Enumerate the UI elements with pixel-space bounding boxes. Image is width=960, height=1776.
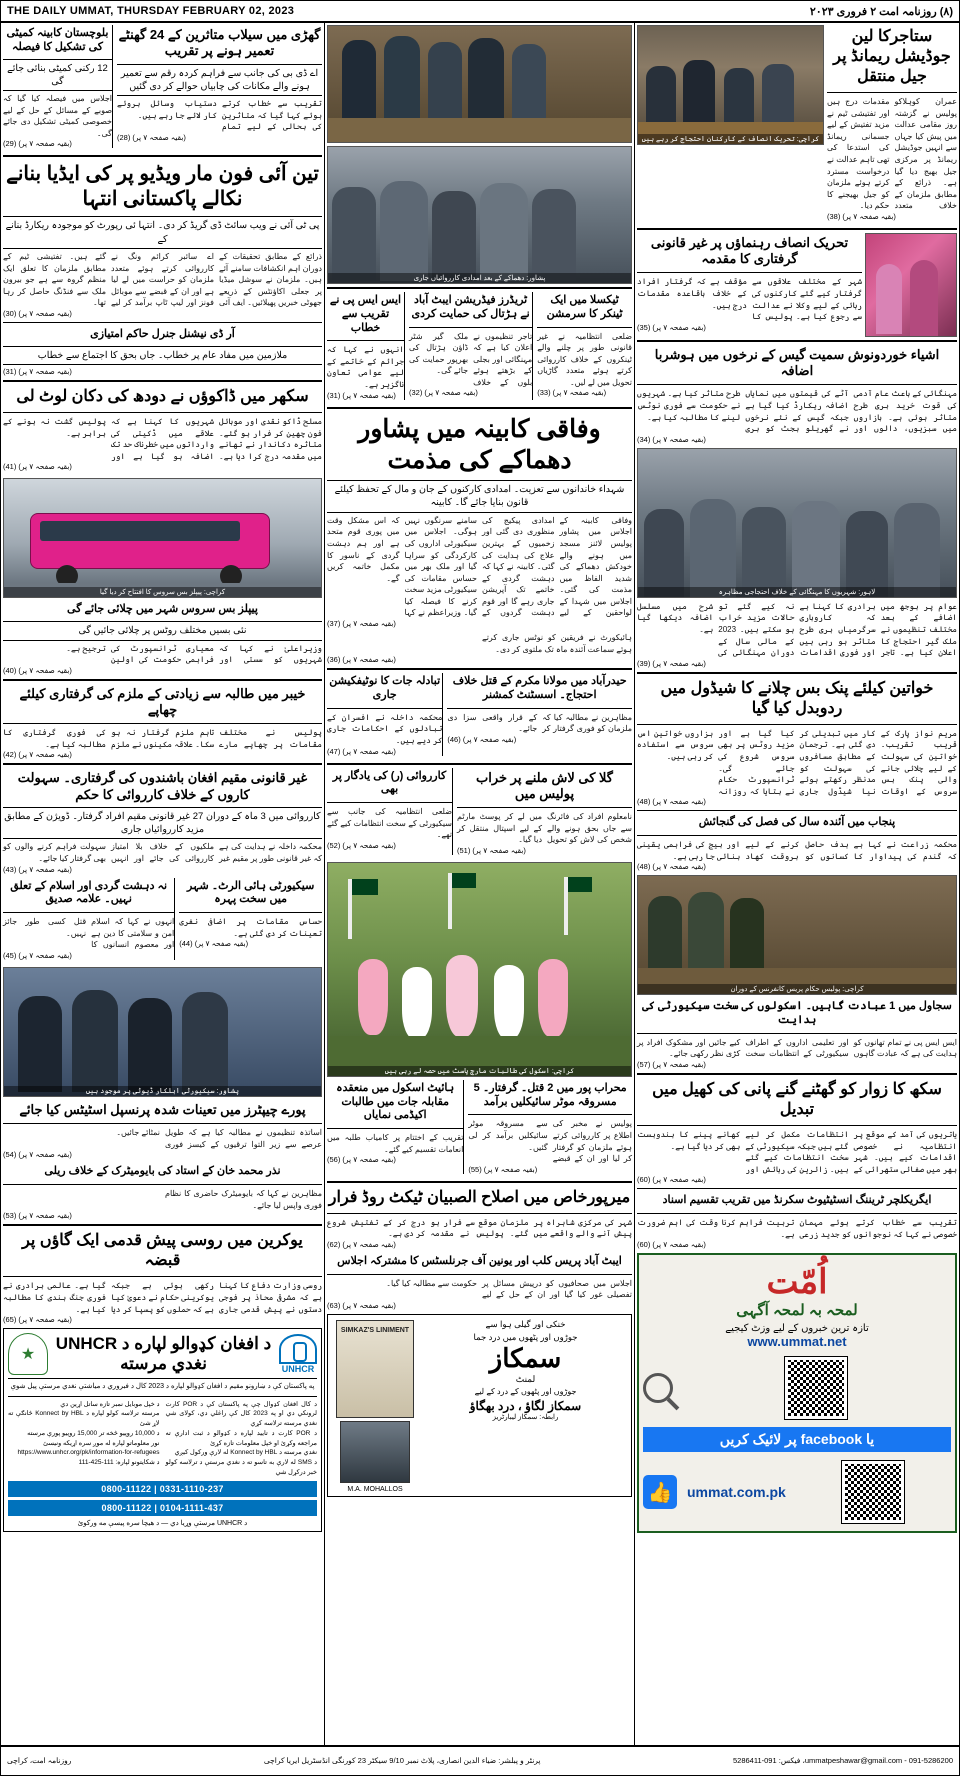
- body-text: مہنگائی کے باعث عام آدمی کی قوت خرید بری طرح متاثر ہوئی ہے۔ بازاروں میں سبزیوں، دالوں اور آٹے کی قیمتوں میں نمایاں اضافہ ریکارڈ کیا گیا ہے جبکہ گیس کے نئے نرخوں نے گھریلو بجٹ کو بری طرح متاثر کیا ہے۔ شہریوں نے حکومت سے فوری نوٹس لینے کا مطالبہ کیا ہے۔: [637, 389, 957, 434]
- article-body-found: [457, 768, 632, 855]
- ad-unhcr-cash-assistance[interactable]: [3, 1328, 322, 1532]
- body-text: یاتریوں کی آمد کے موقع پر انتظامیہ نے خصوصی اقدامات کیے ہیں۔ شہر بھر میں صفائی ستھرائی کے انتظامات مکمل کر لیے گئے ہیں جبکہ سیکیورٹی کے سخت انتظامات کیے گئے ہیں۔ زائرین کی رہائش اور کھانے پینے کا بندوبست بھی کر دیا گیا ہے۔: [637, 1129, 957, 1174]
- footer-center: پرنٹر و پبلشر: ضیاء الدین انصاری، پلاٹ نمبر 9/10 سیکٹر 23 کورنگی انڈسٹریل ایریا کراچی: [263, 1756, 541, 1766]
- simkaz-doctor-name: M.A. MOHALLOS: [347, 1485, 403, 1493]
- body-text: مظاہرین نے کہا کہ بایومیٹرک حاضری کا نظام فوری واپس لیا جائے۔: [165, 1189, 322, 1210]
- photo-pink-event: [865, 233, 957, 337]
- column-left: [1, 23, 324, 1745]
- photo-peoples-bus: [3, 478, 322, 598]
- continuation-ref: (بقیہ صفحہ ۷ پر) (52): [327, 840, 396, 850]
- ad-simkaz-liniment[interactable]: [327, 1314, 632, 1497]
- body-text: محکمہ زراعت نے کہا ہے کہ گندم کی پیداوار کا ہدف حاصل کرنے کے لیے کسانوں کو بروقت کھاد اور بیج کی فراہمی یقینی بنائی جا رہی ہے۔: [637, 840, 957, 861]
- body-text: مظاہرین نے مطالبہ کیا کہ ملزمان کو فوری گرفتار کر کے قرار واقعی سزا دی جائے۔: [447, 712, 632, 734]
- photo-caption: کراچی: پولیس حکام پریس کانفرنس کے دوران: [638, 984, 956, 994]
- headline: خیبر میں طالبہ سے زیادتی کے ملزم کی گرفتاری کیلئے چھاپے: [19, 685, 306, 717]
- masthead: [1, 1, 959, 23]
- facebook-cta[interactable]: [643, 1427, 951, 1452]
- headline: ہائیٹ اسکول میں منعقدہ مقابلہ جات میں طالبات اکیڈمی نمایاں: [336, 1081, 455, 1122]
- page-footer: [1, 1745, 959, 1775]
- article-ssp-address: [327, 292, 405, 400]
- continuation-ref: (بقیہ صفحہ ۷ پر) (48): [637, 797, 706, 807]
- headline: تین آئی فون مار ویڈیو پر کی ایڈیا بنانے نکالے پاکستانی انتہا: [6, 163, 319, 211]
- unhcr-helpline-2[interactable]: 0104-1111-437 | 0800-11122: [8, 1500, 317, 1516]
- simkaz-slogan: سمکاز لگاؤ ، درد بھگاؤ: [469, 1399, 582, 1414]
- headline: سجاول میں 1 عبادت گاہیں۔ اسکولوں کی سخت سیکیورٹی کی ہدایت: [642, 1000, 952, 1027]
- article-federal-cabinet-condemn: [327, 412, 632, 628]
- article-security-alert: [179, 878, 322, 960]
- magnifier-icon: [643, 1373, 673, 1403]
- article-principal-status: [3, 1100, 322, 1159]
- body-text: ہائیکورٹ نے فریقین کو نوٹس جاری کرتے ہوئے سماعت آئندہ ماہ تک ملتوی کر دی۔: [482, 633, 632, 654]
- headline: آر ڈی نیشنل جنرل حاکم امتیازی: [90, 328, 235, 341]
- unhcr-helpline-1[interactable]: 0331-1110-237 | 0800-11122: [8, 1481, 317, 1497]
- article-biometric-rally: [3, 1163, 322, 1220]
- simkaz-pack-label: SIMKAZ'S LINIMENT: [340, 1326, 410, 1334]
- simkaz-contact: رابطہ: سمکاز لیبارٹریز: [492, 1414, 559, 1422]
- headline: یوکرین میں روسی پیش قدمی ایک گاؤں پر قبضہ: [22, 1232, 303, 1270]
- article-school-security: [637, 998, 957, 1069]
- article-balochistan-committee: [3, 25, 113, 148]
- continuation-ref: (بقیہ صفحہ ۷ پر) (33): [537, 388, 607, 398]
- unhcr-point: د شکایتونو لپاره: 111-425-111: [78, 1459, 160, 1467]
- photo-press-conference: [637, 25, 824, 145]
- masthead-urdu-line: (۸) روزنامہ امت ۲ فروری ۲۰۲۳: [809, 5, 953, 18]
- body-text: تقریب کے اختتام پر کامیاب طلبہ میں انعامات تقسیم کیے گئے۔: [327, 1133, 464, 1154]
- article-agri-training-certificates: [637, 1192, 957, 1249]
- continuation-ref: (بقیہ صفحہ ۷ پر) (38): [827, 211, 896, 221]
- article-mirpurkhas-incident: [327, 1186, 632, 1249]
- thumbs-up-icon: 👍: [643, 1475, 677, 1509]
- body-text: مسلح ڈاکو نقدی اور موبائل فون چھین کر فرار ہو گئے۔ متاثرہ دکاندار نے تھانے میں مقدمہ درج کرا دیا ہے۔ شہریوں کا کہنا ہے کہ علاقے میں ڈکیتی کی وارداتوں میں خطرناک حد تک اضافہ ہو گیا ہے اور پولیس گشت نہ ہونے کے برابر ہے۔: [3, 417, 322, 461]
- body-text: شہر کی مرکزی شاہراہ پر پیش آنے والے واقعے میں ملزمان موقع سے فرار ہو گئے۔ پولیس نے مقدمہ درج کر کے تفتیش شروع کر دی ہے۔: [327, 1217, 632, 1239]
- photo-school-parade: [327, 862, 632, 1077]
- continuation-ref: (بقیہ صفحہ ۷ پر) (31): [3, 367, 72, 377]
- continuation-ref: (بقیہ صفحہ ۷ پر) (47): [327, 746, 396, 756]
- simkaz-line2: جوڑوں اور پٹھوں میں درد جما: [473, 1331, 578, 1342]
- continuation-ref: (بقیہ صفحہ ۷ پر) (65): [3, 1315, 72, 1325]
- body-text: تقریب سے خطاب کرتے ہوئے کہا گیا کہ متاثرین کی بحالی کے لیے تمام دستیاب وسائل بروئے کار لائے جا رہے ہیں۔: [117, 99, 322, 132]
- article-gas-prices: [637, 345, 957, 444]
- headline: سکھر میں ڈاکوؤں نے دودھ کی دکان لوٹ لی: [16, 388, 309, 406]
- article-crop-capacity: [637, 814, 957, 871]
- subheadline: پی ٹی آئی نے ویب سائٹ ڈی گریڈ کر دی۔ انتہا ئی رپورٹ کو موجودہ ریکارڈ بنانے کے: [3, 216, 322, 249]
- body-text: پولیس نے مختلف مقامات پر چھاپے مارے تاہم ملزم گرفتار نہ ہو سکا۔ علاقہ مکینوں نے ملزم کی فوری گرفتاری کا مطالبہ کیا ہے۔: [3, 728, 322, 749]
- body-text: اجلاس میں فیصلہ کیا گیا کہ صوبے کے مسائل کے حل کے لیے خصوصی کمیٹی تشکیل دی جائے گی۔: [3, 94, 112, 138]
- headline: پنجاب میں آئندہ سال کی فصل کی گنجائش: [698, 816, 896, 829]
- article-press-club-meeting: [327, 1253, 632, 1310]
- ummat-logo: اُمّت: [766, 1263, 828, 1302]
- continuation-ref: (بقیہ صفحہ ۷ پر) (35): [637, 322, 706, 332]
- headline: تحریک انصاف رہنماؤں پر غیر قانونی گرفتاری کا مقدمہ: [650, 234, 849, 267]
- facebook-prefix: یا: [866, 1431, 875, 1448]
- article-traders-federation: [409, 292, 533, 400]
- simkaz-product-pack: [336, 1320, 414, 1418]
- continuation-ref: (بقیہ صفحہ ۷ پر) (63): [327, 1300, 396, 1310]
- unhcr-point: د 10,000 روپیو څخه تر 15,000 روپیو پورې مرسته: [27, 1429, 160, 1437]
- body-text: انہوں نے کہا کہ جرائم کے خاتمے کے لیے عوامی تعاون ناگزیر ہے۔: [327, 345, 404, 390]
- article-sukkur-robbery: [3, 385, 322, 471]
- subheadline: شہداء خاندانوں سے تعزیت۔ امدادی کارکنوں کے جان و مال کے تحفظ کیلئے قانون بنایا جائے گا۔ کابینہ: [327, 480, 632, 513]
- body-text: عوام پر بوجھ میں اضافے کے بعد مختلف تنظیموں نے ملک گیر احتجاج کا اعلان کیا ہے۔ تاجر برادری کا کہنا ہے کہ کاروباری سرگرمیاں بری طرح متاثر ہو رہی ہیں اور فوری اقدامات نہ کیے گئے تو حالات مزید خراب ہو سکتے ہیں۔ 2023 کے مالی سال کے دوران مہنگائی کی شرح میں مسلسل اضافہ دیکھا گیا ہے۔: [637, 601, 957, 658]
- continuation-ref: (بقیہ صفحہ ۷ پر) (31): [327, 390, 396, 400]
- headline: بلوچستان کابینہ کمیٹی کی تشکیل کا فیصلہ: [6, 27, 109, 53]
- continuation-ref: (بقیہ صفحہ ۷ پر) (51): [457, 845, 526, 855]
- page-columns: [1, 23, 959, 1745]
- headline: غیر قانونی مقیم افغان باشندوں کی گرفتاری۔ سہولت کاروں کے خلاف کارروائی کا حکم: [17, 770, 308, 802]
- headline: گھڑی میں سیلاب متاثرین کے 24 گھنٹے تعمیر ہونے پر تقریب: [118, 27, 321, 59]
- footer-right: روزنامہ امت، کراچی: [7, 1756, 72, 1766]
- article-court-notice: [327, 632, 632, 664]
- body-text: مریم نواز پارک کے قریب تقریب۔ خواتین کی سہولت کے لیے چلائی جانے والی پنک بس سروس کے اوقات کار میں تبدیلی کر دی گئی ہے۔ ترجمان کے مطابق مسافروں کی سہولت کو مدنظر رکھتے ہوئے نیا شیڈول جاری کیا گیا ہے اور مزید روٹس پر بھی سروس شروع کی جائے گی۔ ٹرانسپورٹ حکام نے بتایا کہ روزانہ ہزاروں خواتین اس سروس سے استفادہ کر رہی ہیں۔: [637, 728, 957, 796]
- ummat-website-link[interactable]: www.ummat.net: [747, 1334, 847, 1350]
- body-text: حساس مقامات پر اضافی نفری تعینات کر دی گئی ہے۔: [179, 917, 322, 938]
- body-text: محکمہ داخلہ نے افسران کے تبادلوں کے احکامات جاری کر دیے ہیں۔: [327, 712, 443, 745]
- article-taxila-tanker: [537, 292, 632, 400]
- facebook-label: facebook: [800, 1431, 863, 1448]
- article-hyderabad-protest: [447, 673, 632, 755]
- unhcr-point: نغدي مرسته د Konnect by HBL له لارې ورکول کیږي: [174, 1449, 317, 1457]
- continuation-ref: (بقیہ صفحہ ۷ پر) (60): [637, 1240, 706, 1250]
- headline: پیپلز بس سروس شہر میں چلائی جائے گی: [67, 603, 258, 616]
- photo-caption: لاہور: شہریوں کا مہنگائی کے خلاف احتجاجی مظاہرہ: [638, 587, 956, 597]
- headline: ایس ایس پی نے تقریب سے خطاب: [329, 294, 402, 334]
- column-middle: [324, 23, 634, 1745]
- body-text: ضلعی انتظامیہ نے غیر قانونی طور پر چلنے والے ٹینکروں کے خلاف کارروائی کرتے ہوئے متعدد گاڑیاں تحویل میں لے لیں۔: [537, 331, 632, 387]
- body-text: انہوں نے کہا کہ اسلام امن و سلامتی کا دین ہے اور معصوم انسانوں کا قتل کسی طور جائز نہیں۔: [3, 917, 175, 950]
- headline: وفاقی کابینہ میں پشاور دھماکے کی مذمت: [358, 414, 601, 474]
- headline: پورے چیپٹرز میں تعینات شدہ پرنسپل اسٹیٹس کیا جائے: [19, 1101, 306, 1117]
- simkaz-spokesperson-photo: [340, 1421, 410, 1483]
- unhcr-point: نور معلوماتو لپاره له موږ سره اړیکه ونیسئ: [43, 1439, 160, 1447]
- headline: میرپورخاص میں اصلاح الصبیان ٹیکٹ روڈ فرار: [328, 1188, 631, 1206]
- unhcr-point: مرسته ترلاسه کولو لپاره د Konnect by HBL څانګې ته لاړ شئ: [8, 1410, 160, 1428]
- qr-code-facebook[interactable]: [842, 1461, 904, 1523]
- article-memorial-action: [327, 768, 453, 855]
- body-text: اساتذہ تنظیموں نے مطالبہ کیا ہے کہ طویل عرصے سے زیر التوا ترقیوں کے کیسز فوری نمٹائے جائیں۔: [116, 1128, 322, 1149]
- masthead-english-line: THE DAILY UMMAT, THURSDAY FEBRUARY 02, 2023: [7, 5, 295, 17]
- headline: گلا کی لاش ملنے پر خراب پولیس میں: [476, 769, 613, 801]
- body-text: وزیراعلیٰ نے کہا کہ شہریوں کو سستی اور معیاری ٹرانسپورٹ کی فراہمی حکومت کی اولین ترجیح ہے۔: [66, 643, 322, 665]
- subheadline: 12 رکنی کمیٹی بنائی جائے گی: [3, 59, 112, 92]
- ad-ummat-promo[interactable]: [637, 1253, 957, 1533]
- article-mehrabpur-murders: [468, 1080, 632, 1174]
- headline: اشیاء خوردونوش سمیت گیس کے نرخوں میں ہوشربا اضافہ: [654, 346, 940, 379]
- article-flood-houses-keys: [117, 25, 322, 148]
- photo-caption: پشاور: سیکیورٹی اہلکار ڈیوٹی پر موجود ہیں: [4, 1086, 321, 1096]
- continuation-ref: (بقیہ صفحہ ۷ پر) (57): [637, 1059, 706, 1069]
- headline: حیدرآباد میں مولانا مکرم کے قتل خلاف احتجاج۔ اسسٹنٹ کمشنر: [452, 675, 627, 701]
- body-text: اجلاس میں صحافیوں کو درپیش مسائل پر تفصیلی غور کیا گیا اور ان کے حل کے لیے حکومت سے مطالبہ کیا گیا۔: [386, 1278, 632, 1300]
- continuation-ref: (بقیہ صفحہ ۷ پر) (45): [3, 950, 72, 960]
- body-text: روسی وزارت دفاع کا کہنا ہے کہ مشرقی محاذ پر فوجی دستوں نے پیش قدمی جاری رکھی ہوئی ہے جبکہ یوکرینی حکام نے دعویٰ کیا ہے کہ حملوں کو پسپا کر دیا گیا ہے۔ عالمی برادری نے فوری جنگ بندی کا مطالبہ کیا ہے۔: [3, 1281, 322, 1314]
- unhcr-point: د کال افغان کډوال چې په پاکستان کې د POR کارت لرونکي دي او په 2023 کال کې راغلي دي، کولای شي نغدي مرسته ترلاسه کړي: [165, 1400, 318, 1428]
- headline: محراب پور میں 2 قتل۔ گرفتار۔ 5 مسروقہ موٹر سائیکلیں برآمد: [473, 1081, 627, 1108]
- body-text: نامعلوم افراد کی فائرنگ سے جاں بحق ہونے والے شخص کی لاش کو تحویل میں لے کر پوسٹ مارٹم کے لیے اسپتال منتقل کر دیا گیا۔: [457, 812, 632, 845]
- body-text: پولیس نے مخبر کی اطلاع پر کارروائی کرتے ہوئے ملزمان کو گرفتار کر لیا اور ان کے قبضے سے مسروقہ موٹر سائیکلیں برآمد کر لی گئیں۔: [468, 1119, 632, 1164]
- article-pti-arrest-case: [637, 233, 862, 333]
- unhcr-point: د SMS له لارې به تاسو ته د نغدي مرستې د ترلاسه کولو خبر درکړل شي: [165, 1459, 317, 1476]
- continuation-ref: (بقیہ صفحہ ۷ پر) (46): [447, 734, 517, 744]
- headline: ٹریڈرز فیڈریشن ایبٹ آباد نے ہڑتال کی حمایت کردی: [411, 294, 530, 320]
- continuation-ref: (بقیہ صفحہ ۷ پر) (32): [409, 388, 478, 398]
- photo-blast-aftermath: [327, 146, 632, 284]
- continuation-ref: (بقیہ صفحہ ۷ پر) (39): [637, 658, 706, 668]
- article-tajir-judicial-remand: [827, 25, 957, 221]
- photo-caption: کراچی: تحریک انصاف کے کارکنان احتجاج کر رہے ہیں: [638, 134, 823, 144]
- unhcr-logo-right: [279, 1334, 317, 1375]
- body-text: ایس ایس پی نے تمام تھانوں کو ہدایت کی ہے کہ عبادت گاہوں اور تعلیمی اداروں کے اطراف سیکیورٹی کے انتظامات سخت کیے جائیں اور مشکوک افراد پر کڑی نظر رکھی جائے۔: [637, 1037, 957, 1059]
- article-pink-bus-schedule: [637, 677, 957, 807]
- column-right: [634, 23, 959, 1745]
- headline: ایگریکلچر ٹریننگ انسٹیٹیوٹ سکرنڈ میں تقریب تقسیم اسناد: [662, 1194, 932, 1207]
- article-bus-service: [3, 601, 322, 674]
- unhcr-footer-note: د UNHCR مرستې وړیا دي — د هیچا سره پیسې مه ورکوئ: [77, 1519, 248, 1527]
- continuation-ref: (بقیہ صفحہ ۷ پر) (62): [327, 1239, 396, 1249]
- photo-caption: کراچی: پیپلز بس سروس کا افتتاح کر دیا گیا: [4, 587, 321, 597]
- article-school-competition: [327, 1080, 464, 1174]
- continuation-ref: (بقیہ صفحہ ۷ پر) (34): [637, 434, 706, 444]
- article-islam-terrorism-statement: [3, 878, 175, 960]
- unhcr-ad-title: د افغان کډوالو لپاره د UNHCR نغدي مرسته: [55, 1334, 272, 1374]
- continuation-ref: (بقیہ صفحہ ۷ پر) (43): [3, 864, 72, 874]
- unhcr-point: د خپل موبایل نمبر تازه ساتل اړین دي: [60, 1400, 160, 1408]
- headline: ٹیکسلا میں ایک ٹینکر کا سرمشن: [546, 294, 623, 320]
- article-budget-burden: [637, 601, 957, 668]
- simkaz-line1: خنکی اور گیلی ہوا سے: [485, 1318, 566, 1329]
- continuation-ref: (بقیہ صفحہ ۷ پر) (40): [3, 665, 72, 675]
- footer-left: ummatpeshawar@gmail.com - 091-5286200، فیکس: 091-5286411: [732, 1756, 953, 1766]
- photo-officials-table: [327, 25, 632, 143]
- headline: کارروائی (ر) کی یادگار پر بھی: [332, 769, 447, 796]
- article-dg-address: [3, 326, 322, 376]
- body-text: تاجر تنظیموں نے اعلان کیا ہے کہ مہنگائی اور بجلی کے بڑھتے ہوئے بلوں کے خلاف ملک گیر شٹر ڈاؤن ہڑتال کی بھرپور حمایت کی جائے گی۔: [409, 331, 533, 387]
- headline: سکھ کا زوار کو گھٹنے گنے پانی کی کھیل میں تبدیل: [652, 1080, 942, 1118]
- continuation-ref: (بقیہ صفحہ ۷ پر) (55): [468, 1164, 538, 1174]
- continuation-ref: (بقیہ صفحہ ۷ پر) (54): [3, 1150, 72, 1160]
- continuation-ref: (بقیہ صفحہ ۷ پر) (53): [3, 1211, 72, 1221]
- simkaz-line3: جوڑوں اور پٹھوں کے درد کے لیے: [474, 1387, 577, 1397]
- facebook-suffix: پر لائیک کریں: [719, 1431, 797, 1448]
- body-text: ضلعی انتظامیہ کی جانب سے سیکیورٹی کے سخت انتظامات کیے گئے تھے۔: [327, 807, 452, 840]
- body-text: ذرائع کے مطابق تحقیقات کے دوران اہم انکشافات سامنے آئے ہیں۔ ملزمان نے سوشل میڈیا پر جعلی اکاؤنٹس کے ذریعے جھوٹی خبریں پھیلائیں۔ ایف آئی اے سائبر کرائم ونگ نے کارروائی کرتے ہوئے متعدد ملزمان کو حراست میں لے لیا ہے اور ان کے قبضے سے موبائل فونز اور لیپ ٹاپ برآمد کر لیے گئے ہیں۔ تفتیشی ٹیم کے مطابق ملزمان کا تعلق ایک منظم گروہ سے ہے جو بیرون ملک سے فنڈنگ حاصل کر رہا تھا۔: [3, 252, 322, 308]
- body-text: شہر کے مختلف علاقوں سے گرفتار کیے گئے کارکنوں کی رہائی کے لیے وکلا نے عدالت سے رجوع کیا ہے۔ پولیس کا مؤقف ہے کہ گرفتار افراد کے خلاف باقاعدہ مقدمات درج ہیں۔: [637, 277, 862, 322]
- unhcr-point: د POR کارت د تایید لپاره د کډوالو د ثبت ادارې ته مراجعه وکړئ او خپل معلومات تازه کړئ: [165, 1429, 318, 1447]
- article-sikh-yatris: [637, 1078, 957, 1184]
- continuation-ref: (بقیہ صفحہ ۷ پر) (60): [637, 1175, 706, 1185]
- photo-mehngai-rally: [637, 448, 957, 598]
- body-text: تقریب سے خطاب کرتے ہوئے مہمان خصوصی نے کہا کہ نوجوانوں کو جدید زرعی تربیت فراہم کرنا وقت کی اہم ضرورت ہے۔: [637, 1218, 957, 1239]
- continuation-ref: (بقیہ صفحہ ۷ پر) (30): [3, 309, 72, 319]
- continuation-ref: (بقیہ صفحہ ۷ پر) (56): [327, 1155, 396, 1165]
- headline: نذر محمد خان کے استاد کی بایومیٹرک کے خلاف ریلی: [44, 1165, 281, 1178]
- unhcr-logo-text: UNHCR: [281, 1363, 315, 1374]
- photo-police-weapons: [637, 875, 957, 995]
- continuation-ref: (بقیہ صفحہ ۷ پر) (48): [637, 862, 706, 872]
- article-video-fia-case: [3, 160, 322, 318]
- ummat-tagline: لمحہ بہ لمحہ آگہی: [736, 1302, 858, 1320]
- subheadline: ملازمین میں مفاد عام پر خطاب۔ جاں بحق کا اجتماع سے خطاب: [3, 346, 322, 365]
- subheadline: نئی بسیں مختلف روٹس پر چلائی جائیں گی: [3, 621, 322, 640]
- ummat-site-label[interactable]: ummat.com.pk: [687, 1484, 786, 1501]
- headline: نہ دہشت گردی اور اسلام کے تعلق نہیں۔ علامہ صدیق: [10, 879, 168, 906]
- headline: سیکیورٹی ہائی الرٹ۔ شہر میں سخت پہرہ: [186, 879, 315, 906]
- simkaz-sub: لمنٹ: [515, 1374, 536, 1385]
- continuation-ref: (بقیہ صفحہ ۷ پر) (42): [3, 750, 72, 760]
- continuation-ref: (بقیہ صفحہ ۷ پر) (28): [117, 132, 186, 142]
- photo-security-personnel: [3, 967, 322, 1097]
- photo-caption: پشاور: دھماکے کے بعد امدادی کارروائیاں جاری: [328, 273, 631, 283]
- article-transfer-notification: [327, 673, 443, 755]
- unhcr-website-link[interactable]: https://www.unhcr.org/pk/information-for-refugees: [17, 1449, 160, 1457]
- continuation-ref: (بقیہ صفحہ ۷ پر) (29): [3, 139, 72, 149]
- article-ukraine-advance: [3, 1229, 322, 1324]
- simkaz-brand: سمکاز: [489, 1343, 562, 1374]
- body-text: عمران کوہلاکو پولیس نے گزشتہ روز مقامی عدالت میں پیش کیا جہاں سے انہیں جوڈیشل ریمانڈ پر مرکزی جیل بھیج دیا گیا ہے۔ ذرائع کے مطابق ملزمان کے خلاف متعدد مقدمات درج ہیں اور تفتیشی ٹیم نے مزید تفتیش کے لیے جسمانی ریمانڈ کی استدعا کی تھی تاہم عدالت نے درخواست مسترد کرتے ہوئے ملزمان کو جیل بھیجنے کا حکم دیا۔: [827, 97, 957, 211]
- continuation-ref: (بقیہ صفحہ ۷ پر) (41): [3, 462, 72, 472]
- subheadline: اے ڈی بی کی جانب سے فراہم کردہ رقم سے تعمیر ہونے والے مکانات کی چابیاں حوالے کر دی گئیں: [117, 64, 322, 97]
- unhcr-intro: په پاکستان کې د ښارونو مقیم د افغان کډوالو لپاره د 2023 کال د فبروري د میاشتې نغدي مرستې پیل شوې: [10, 1383, 315, 1391]
- article-illegal-afghans-arrest: [3, 768, 322, 873]
- continuation-ref: (بقیہ صفحہ ۷ پر) (37): [327, 619, 396, 629]
- qr-code-website[interactable]: [785, 1357, 847, 1419]
- subheadline: کارروائی میں 3 ماہ کے دوران 27 غیر قانونی مقیم افراد گرفتار۔ ڈویژن کے مطابق مزید کارروائیاں جاری: [3, 807, 322, 840]
- headline: ایبٹ آباد پریس کلب اور یونین آف جرنلسٹس کا مشترکہ اجلاس: [337, 1254, 622, 1267]
- unhcr-points: [8, 1400, 317, 1478]
- body-text: وفاقی کابینہ کے اجلاس میں پشاور پولیس لائنز مسجد میں ہونے والے خودکش دھماکے کی شدید الفاظ میں مذمت کی گئی۔ اجلاس میں شہدا کے لواحقین کے لیے امدادی پیکیج کی منظوری دی گئی اور زخمیوں کے بہترین علاج کی ہدایت کی گئی۔ کابینہ نے کہا کہ دہشت گردی کے خاتمے تک آپریشن جاری رہے گا اور قوم دہشت گردوں کے سامنے سرنگوں نہیں ہوگی۔ اجلاس میں سیکیورٹی اداروں کی کارکردگی کو سراہا گیا اور ملک بھر میں حساس مقامات کی سیکیورٹی مزید سخت کرنے کا فیصلہ کیا گیا۔ وزیراعظم نے کہا کہ اس مشکل وقت میں پوری قوم متحد ہے اور ہم دہشت گردی کے ناسور کا مکمل خاتمہ کریں گے۔: [327, 515, 632, 618]
- continuation-ref: (بقیہ صفحہ ۷ پر) (44): [179, 939, 249, 949]
- government-emblem: [8, 1333, 48, 1375]
- headline: تبادلہ جات کا نوٹیفکیشن جاری: [329, 675, 441, 701]
- headline: ستاجرکا لین جوڈیشل ریمانڈ پر جیل منتقل: [833, 28, 951, 85]
- ummat-visit-line: تازہ ترین خبروں کے لیے وزٹ کیجیے: [725, 1323, 869, 1335]
- body-text: محکمہ داخلہ نے ہدایت کی ہے کہ غیر قانونی طور پر مقیم غیر ملکیوں کے خلاف بلا امتیاز کارروائی کی جائے اور انہیں سہولت فراہم کرنے والوں کو بھی گرفتار کیا جائے۔: [3, 842, 322, 864]
- continuation-ref: (بقیہ صفحہ ۷ پر) (36): [327, 655, 396, 665]
- headline: خواتین کیلئے پنک بس چلانے کا شیڈول میں ردوبدل کیا گیا: [660, 679, 934, 717]
- photo-caption: کراچی: اسکول کی طالبات مارچ پاسٹ میں حصہ لے رہی ہیں: [328, 1066, 631, 1076]
- article-khyber-student-case: [3, 684, 322, 760]
